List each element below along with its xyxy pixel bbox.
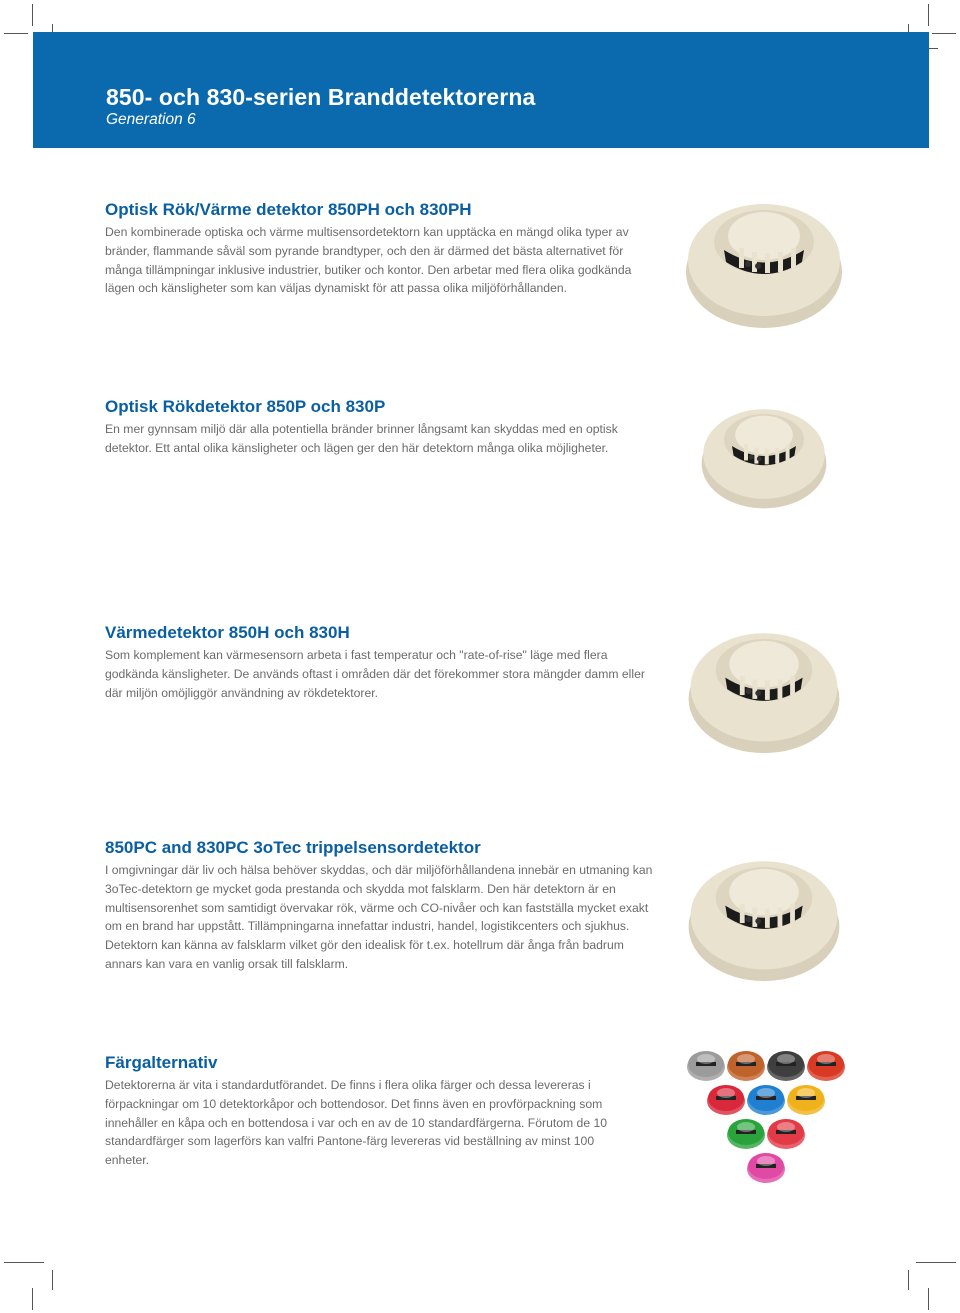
colored-detector xyxy=(767,1051,805,1081)
crop-mark xyxy=(908,1270,909,1290)
section-optical-smoke xyxy=(105,397,653,458)
colored-detector xyxy=(727,1051,765,1081)
section-body: Som komplement kan värmesensorn arbeta i fast temperatur och "rate-of-rise" läge med flera godkända känsligheter. De används oftast i områden där det förekommer stora mängder damm eller där miljön omöjliggör användning av rökdetektorer. xyxy=(105,648,645,700)
section-body: Detektorerna är vita i standardutförandet. De finns i flera olika färger och dessa levereras i förpackningar om 10 detektorkåpor och bottendosor. Det finns även en provförpackning som innehåller en kåpa och en bottendosa i var och en av de 10 standardfärgerna. Förutom de 10 standardfärger som lagerförs kan valfri Pantone-färg levereras vid beställning av minst 100 enheter. xyxy=(105,1078,608,1168)
crop-mark xyxy=(4,33,28,34)
colored-detector xyxy=(687,1051,725,1081)
section-heading: Optisk Rök/Värme detektor 850PH och 830PH xyxy=(105,200,472,219)
colored-detector xyxy=(707,1085,745,1115)
page-subtitle: Generation 6 xyxy=(106,111,196,128)
section-body: En mer gynnsam miljö där alla potentiella bränder brinner långsamt kan skyddas med en optisk detektor. Ett antal olika känsligheter och lägen ger den här detektorn många olika möjligheter. xyxy=(105,422,618,455)
section-optical-heat xyxy=(105,200,653,298)
crop-mark xyxy=(52,1270,53,1290)
colored-detector xyxy=(727,1119,765,1149)
smoke-detector-icon xyxy=(684,610,844,755)
section-triple-sensor xyxy=(105,838,653,974)
section-body: Den kombinerade optiska och värme multisensordetektorn kan upptäcka en mängd olika typer av bränder, flammande såväl som pyrande brandtyper, och den är därmed det bästa alternativet för många tillämpningar inklusive industrier, butiker och kontor. Den arbetar med flera olika godkända lägen och känsligheter som kan väljas dynamiskt för att passa olika miljöförhållanden. xyxy=(105,225,632,296)
section-heading: 850PC and 830PC 3oTec trippelsensordetektor xyxy=(105,838,481,857)
section-heading: Värmedetektor 850H och 830H xyxy=(105,623,350,642)
colored-detector xyxy=(747,1085,785,1115)
colored-detector xyxy=(787,1085,825,1115)
section-color-options xyxy=(105,1053,635,1170)
crop-mark xyxy=(932,33,956,34)
section-heading: Färgalternativ xyxy=(105,1053,218,1072)
smoke-detector-icon xyxy=(684,838,844,983)
crop-mark xyxy=(32,4,33,26)
section-body: I omgivningar där liv och hälsa behöver skyddas, och där miljöförhållandena innebär en utmaning kan 3oTec-detektorn ge mycket goda prestanda och skydda mot falsklarm. Den här detektorn är en multisensorenhet som samtidigt övervakar rök, värme och CO-nivåer och kan fastställa mycket exakt om en brand har uppstått. Tillämpningarna innefattar industri, handel, logistikcenters och sjukhus. Detektorn kan känna av falsklarm vilket gör den idealisk för t.ex. hotellrum där ånga från badrum annars kan vara en vanlig orsak till falsklarm. xyxy=(105,863,653,971)
section-heading: Optisk Rökdetektor 850P och 830P xyxy=(105,397,386,416)
smoke-detector-icon xyxy=(684,180,844,330)
crop-mark xyxy=(928,1288,929,1310)
smoke-detector-icon xyxy=(684,390,844,510)
section-heat xyxy=(105,623,653,702)
color-detectors-image xyxy=(676,1044,856,1194)
crop-mark xyxy=(916,1262,956,1263)
crop-mark xyxy=(4,1262,44,1263)
colored-detector xyxy=(747,1153,785,1183)
crop-mark xyxy=(32,1288,33,1310)
header-banner xyxy=(33,32,929,148)
colored-detector xyxy=(807,1051,845,1081)
crop-mark xyxy=(928,4,929,26)
colored-detector xyxy=(767,1119,805,1149)
page-title: 850- och 830-serien Branddetektorerna xyxy=(106,84,536,110)
